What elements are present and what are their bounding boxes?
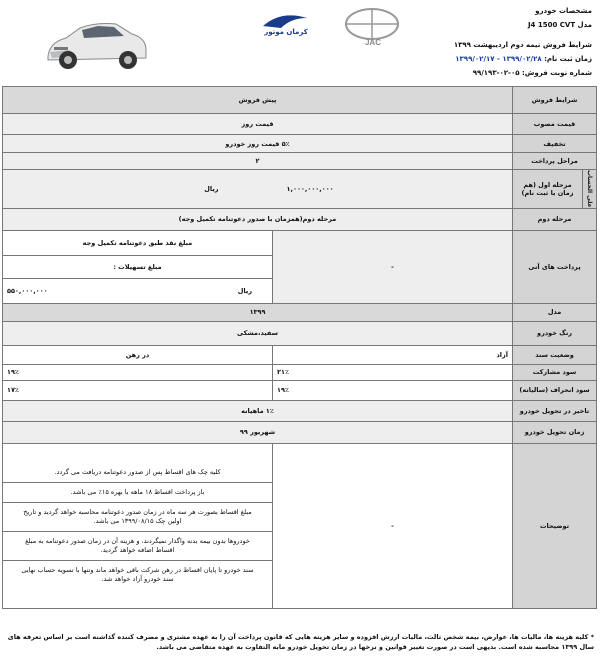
row-value: ۲ (3, 153, 513, 170)
row-value: ۱۳۹۹ (3, 303, 513, 321)
row-value: شهریور ۹۹ (3, 421, 513, 443)
future-payments-detail (3, 230, 273, 303)
car-image (40, 6, 152, 78)
row-value (3, 170, 513, 209)
table-row (3, 135, 597, 153)
row-group-label: علی الحساب (583, 170, 597, 209)
sale-conditions: شرایط فروش نیمه دوم اردیبهشت ۱۳۹۹ (453, 41, 592, 49)
future-dash: - (273, 230, 513, 303)
row-value: سفید،مشکی (3, 321, 513, 345)
row-label: سود مشارکت (513, 364, 597, 380)
row-label: زمان تحویل خودرو (513, 421, 597, 443)
table-row (3, 114, 597, 135)
table-row (3, 303, 597, 321)
row-value: ۵٪ قیمت روز خودرو (3, 135, 513, 153)
row-label: مرحله اول (هم زمان با ثبت نام) (513, 170, 583, 209)
list-item: باز پرداخت اقساط ۱۸ ماهه با بهره ۱۵٪ می باشد. (3, 483, 272, 503)
remaining-cash: مبلغ نقد طبق دعوتنامه تکمیل وجه (3, 231, 272, 256)
row-label: پرداخت های آتی (513, 230, 597, 303)
table-row (3, 364, 597, 380)
car-model: مدل J4 1500 CVT (527, 21, 592, 29)
doc-status-mortgage: در رهن (3, 345, 273, 364)
header-info (402, 4, 592, 80)
footer-note: * کلیه هزینه ها، مالیات ها، عوارض، بیمه شخص ثالث، مالیات ارزش افزوده و سایر هزینه هایی که قانون پرداخت آن را به عهده مشتری و مصرف کننده گذاشته است بر اساس تعرفه های سال ۱۳۹۹ محاسبه شده است. بدیهی است در صورت تغییر قوانین و نرخها در زمان تحویل خودرو مابه التفاوت به عهده متقاضی می باشد. (7, 633, 594, 651)
kerman-motor-logo-text: کرمان موتور (264, 28, 308, 36)
facility-amount: ۵۵۰,۰۰۰,۰۰۰ (7, 286, 48, 295)
table-row (3, 421, 597, 443)
notes-dash: - (273, 443, 513, 608)
table-row (3, 153, 597, 170)
row-label: تاخیر در تحویل خودرو (513, 400, 597, 421)
doc-status-free: آزاد (273, 345, 513, 364)
table-row (3, 321, 597, 345)
facility-amount-row (3, 279, 272, 303)
list-item: سند خودرو تا پایان اقساط در رهن شرکت باقی خواهد ماند وتنها با تسویه حساب نهایی سند خودرو آزاد خواهد شد. (21, 565, 254, 583)
row-label: مرحله دوم (513, 208, 597, 230)
row-value: ۱٪ ماهیانه (3, 400, 513, 421)
table-row (3, 400, 597, 421)
list-item: مبلغ اقساط بصورت هر سه ماه در زمان صدور دعوتنامه محاسبه خواهد گردید و تاریخ اولین چک ۱۳۹۹/۰۸/۱۵ می باشد. (3, 503, 272, 532)
deviation-free: ۱۹٪ (273, 380, 513, 400)
table-row (3, 87, 597, 114)
page-header (0, 0, 600, 84)
row-value: قیمت روز (3, 114, 513, 135)
row-label: مدل (513, 303, 597, 321)
row-value: مرحله دوم(همزمان با صدور دعوتنامه تکمیل وجه) (3, 208, 513, 230)
row-label: مراحل پرداخت (513, 153, 597, 170)
sale-conditions-table (2, 86, 597, 609)
table-row (3, 230, 597, 303)
stage1-unit: ریال (204, 184, 219, 193)
registration-time: زمان ثبت نام: ۱۳۹۹/۰۲/۱۷ - ۱۳۹۹/۰۲/۲۸ (455, 55, 592, 63)
row-label: سود انحراف (سالیانه) (513, 380, 597, 400)
facility-unit: ریال (237, 286, 253, 295)
partnership-free: ۲۱٪ (273, 364, 513, 380)
row-label: تخفیف (513, 135, 597, 153)
page-title: مشخصات خودرو (535, 7, 592, 15)
stage1-amount: ۱,۰۰۰,۰۰۰,۰۰۰ (286, 184, 334, 193)
row-label: قیمت مصوب (513, 114, 597, 135)
table-row (3, 208, 597, 230)
partnership-mortgage: ۱۹٪ (3, 364, 273, 380)
row-label: رنگ خودرو (513, 321, 597, 345)
list-item: کلیه چک های اقساط پس از صدور دعوتنامه دریافت می گردد. (3, 463, 272, 483)
row-value: پیش فروش (3, 87, 513, 114)
list-item: خودروها بدون بیمه بدنه واگذار نمیگردند، و هزینه آن در زمان صدور دعوتنامه به مبلغ اقساط اضافه خواهد گردید. (3, 532, 272, 561)
brand-logos (255, 6, 405, 50)
row-label: وضعیت سند (513, 345, 597, 364)
sale-turn-number: شماره نوبت فروش: ۹۹/۱۹۳-۰۲-۰۵ (472, 69, 592, 77)
row-label: توضیحات (513, 443, 597, 608)
jac-logo-text: JAC (364, 38, 381, 47)
deviation-mortgage: ۱۷٪ (3, 380, 273, 400)
facility-label: مبلغ تسهیلات : (3, 256, 272, 279)
table-row (3, 443, 597, 608)
table-row (3, 345, 597, 364)
table-row (3, 380, 597, 400)
notes-list (3, 443, 273, 608)
row-label: شرایط فروش (513, 87, 597, 114)
table-row (3, 170, 597, 209)
